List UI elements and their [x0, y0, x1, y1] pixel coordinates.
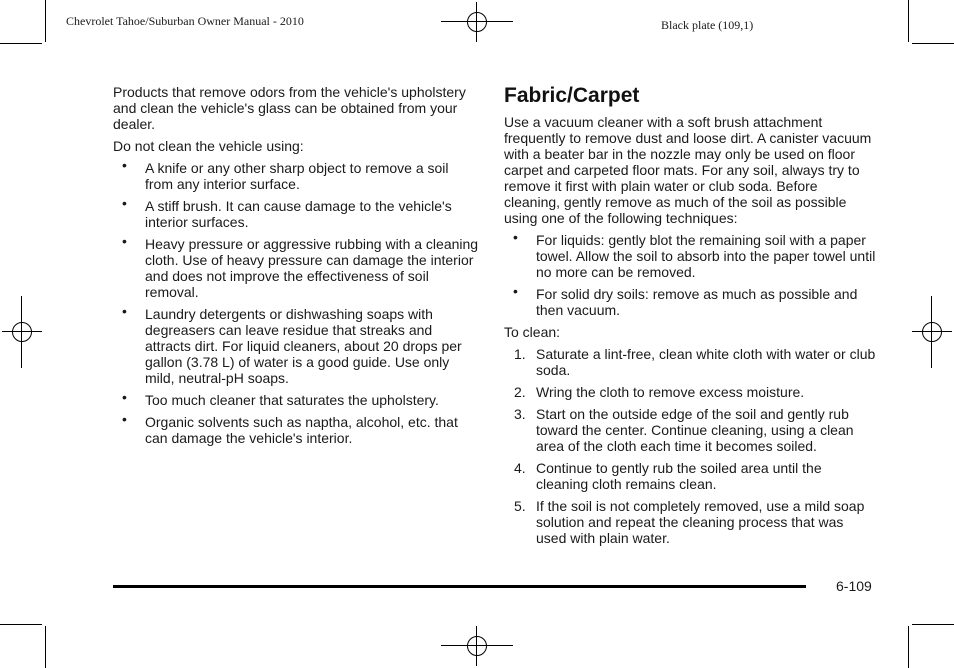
step-number: 1. — [514, 346, 526, 362]
bullet-marker: • — [122, 233, 127, 249]
step-text: Saturate a lint-free, clean white cloth with water or club soda. — [536, 346, 876, 378]
list-item-text: A stiff brush. It can cause damage to the vehicle's interior surfaces. — [145, 198, 452, 230]
bullet-marker: • — [122, 195, 127, 211]
step-text: If the soil is not completely removed, use a mild soap solution and repeat the cleaning process that was used with plain water. — [536, 498, 865, 546]
list-item — [504, 283, 876, 318]
odor-products-paragraph: Products that remove odors from the vehicle's upholstery and clean the vehicle's glass can be obtained from your dealer. — [113, 84, 466, 132]
step-item — [504, 384, 876, 400]
list-item-text: A knife or any other sharp object to remove a soil from any interior surface. — [145, 160, 449, 192]
list-item — [113, 303, 479, 386]
list-item-text: Organic solvents such as naptha, alcohol, etc. that can damage the vehicle's interior. — [145, 414, 458, 446]
page-number: 6-109 — [836, 578, 872, 594]
left-column — [113, 84, 479, 446]
footer-rule — [113, 585, 806, 588]
technique-list — [504, 229, 876, 318]
list-item — [113, 157, 479, 192]
list-item-text: Too much cleaner that saturates the upholstery. — [145, 392, 439, 408]
step-text: Continue to gently rub the soiled area until the cleaning cloth remains clean. — [536, 460, 822, 492]
step-item — [504, 346, 876, 378]
step-text: Wring the cloth to remove excess moisture. — [536, 384, 805, 400]
crop-mark — [0, 624, 42, 625]
do-not-list — [113, 157, 479, 446]
section-heading: Fabric/Carpet — [504, 84, 640, 107]
step-item — [504, 460, 876, 492]
bullet-marker: • — [122, 411, 127, 427]
step-item — [504, 498, 876, 546]
crop-mark — [908, 0, 909, 42]
list-item — [113, 411, 479, 446]
step-number: 5. — [514, 498, 526, 514]
right-column — [504, 84, 876, 546]
crop-mark — [908, 626, 909, 668]
list-item-text: For solid dry soils: remove as much as possible and then vacuum. — [536, 286, 858, 318]
crop-mark — [45, 0, 46, 42]
bullet-marker: • — [122, 389, 127, 405]
step-number: 4. — [514, 460, 526, 476]
registration-mark-left — [2, 296, 42, 368]
list-item — [113, 389, 479, 408]
crop-mark — [912, 624, 954, 625]
step-text: Start on the outside edge of the soil and gently rub toward the center. Continue cleaning, using a clean area of the cloth each time it becomes soiled. — [536, 406, 854, 454]
step-number: 2. — [514, 384, 526, 400]
list-item-text: For liquids: gently blot the remaining soil with a paper towel. Allow the soil to absorb into the paper towel until no more can be removed. — [536, 232, 876, 280]
step-item — [504, 406, 876, 454]
crop-mark — [0, 43, 42, 44]
list-item — [504, 229, 876, 280]
cleaning-steps — [504, 346, 876, 546]
manual-title: Chevrolet Tahoe/Suburban Owner Manual - 2010 — [66, 14, 304, 28]
bullet-marker: • — [513, 229, 518, 245]
plate-label: Black plate (109,1) — [661, 18, 754, 32]
step-number: 3. — [514, 406, 526, 422]
bullet-marker: • — [122, 157, 127, 173]
bullet-marker: • — [513, 283, 518, 299]
registration-mark-top — [441, 2, 513, 42]
list-item — [113, 195, 479, 230]
do-not-clean-intro: Do not clean the vehicle using: — [113, 138, 304, 154]
list-item-text: Laundry detergents or dishwashing soaps with degreasers can leave residue that streaks and attracts dirt. For liquid cleaners, about 20 drops per gallon (3.78 L) of water is a good guide. Use only mild, neutral-pH soaps. — [145, 306, 462, 386]
list-item — [113, 233, 479, 300]
list-item-text: Heavy pressure or aggressive rubbing with a cleaning cloth. Use of heavy pressure can damage the interior and does not improve the effectiveness of soil removal. — [145, 236, 479, 300]
vacuum-paragraph: Use a vacuum cleaner with a soft brush attachment frequently to remove dust and loose dirt. A canister vacuum with a beater bar in the nozzle may only be used on floor carpet and carpeted floor mats. For any soil, always try to remove it first with plain water or club soda. Before cleaning, gently remove as much of the soil as possible using one of the following techniques: — [504, 114, 872, 226]
crop-mark — [45, 626, 46, 668]
registration-mark-bottom — [441, 626, 513, 666]
crop-mark — [912, 43, 954, 44]
to-clean-label: To clean: — [504, 324, 561, 340]
bullet-marker: • — [122, 303, 127, 319]
registration-mark-right — [912, 296, 952, 368]
